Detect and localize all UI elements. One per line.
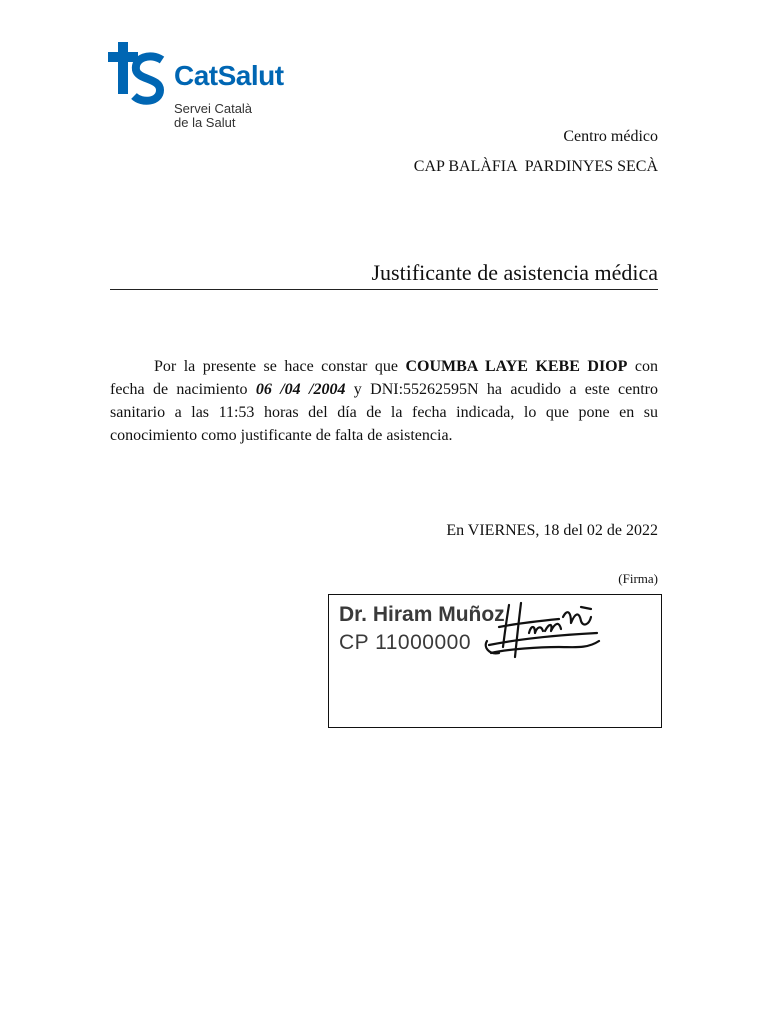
date-of-birth: 06 /04 /2004 [255, 381, 346, 398]
place-and-date: En VIERNES, 18 del 02 de 2022 [446, 522, 658, 539]
certificate-body [110, 355, 658, 447]
signature-box [328, 594, 662, 728]
doctor-cp-number: CP 11000000 [339, 631, 472, 654]
body-intro: Por la presente se hace constar que [154, 358, 406, 375]
body-rest: y DNI:55262595N ha acudido a este centro sanitario a las 11:53 horas del día de la fecha indicada, lo que pone en su conocimiento como justificante de falta de asistencia. [110, 381, 659, 444]
center-name: CAP BALÀFIA PARDINYES SECÀ [413, 158, 658, 175]
brand-subtitle-line1: Servei Català [174, 101, 253, 116]
brand-subtitle [174, 102, 252, 130]
brand-subtitle-line2: de la Salut [174, 115, 236, 130]
handwritten-signature-icon [479, 597, 609, 663]
title-divider [110, 289, 658, 290]
catsalut-logo [108, 42, 328, 134]
doctor-name: Dr. Hiram Muñoz [339, 603, 505, 626]
catsalut-emblem-icon [108, 42, 168, 112]
patient-name: COUMBA LAYE KEBE DIOP [405, 358, 628, 375]
brand-name: CatSalut [174, 60, 284, 91]
signature-label: (Firma) [618, 571, 658, 586]
body-dob-prefix: con fecha de nacimiento [110, 358, 659, 398]
center-label: Centro médico [563, 128, 658, 145]
document-title: Justificante de asistencia médica [371, 260, 658, 285]
